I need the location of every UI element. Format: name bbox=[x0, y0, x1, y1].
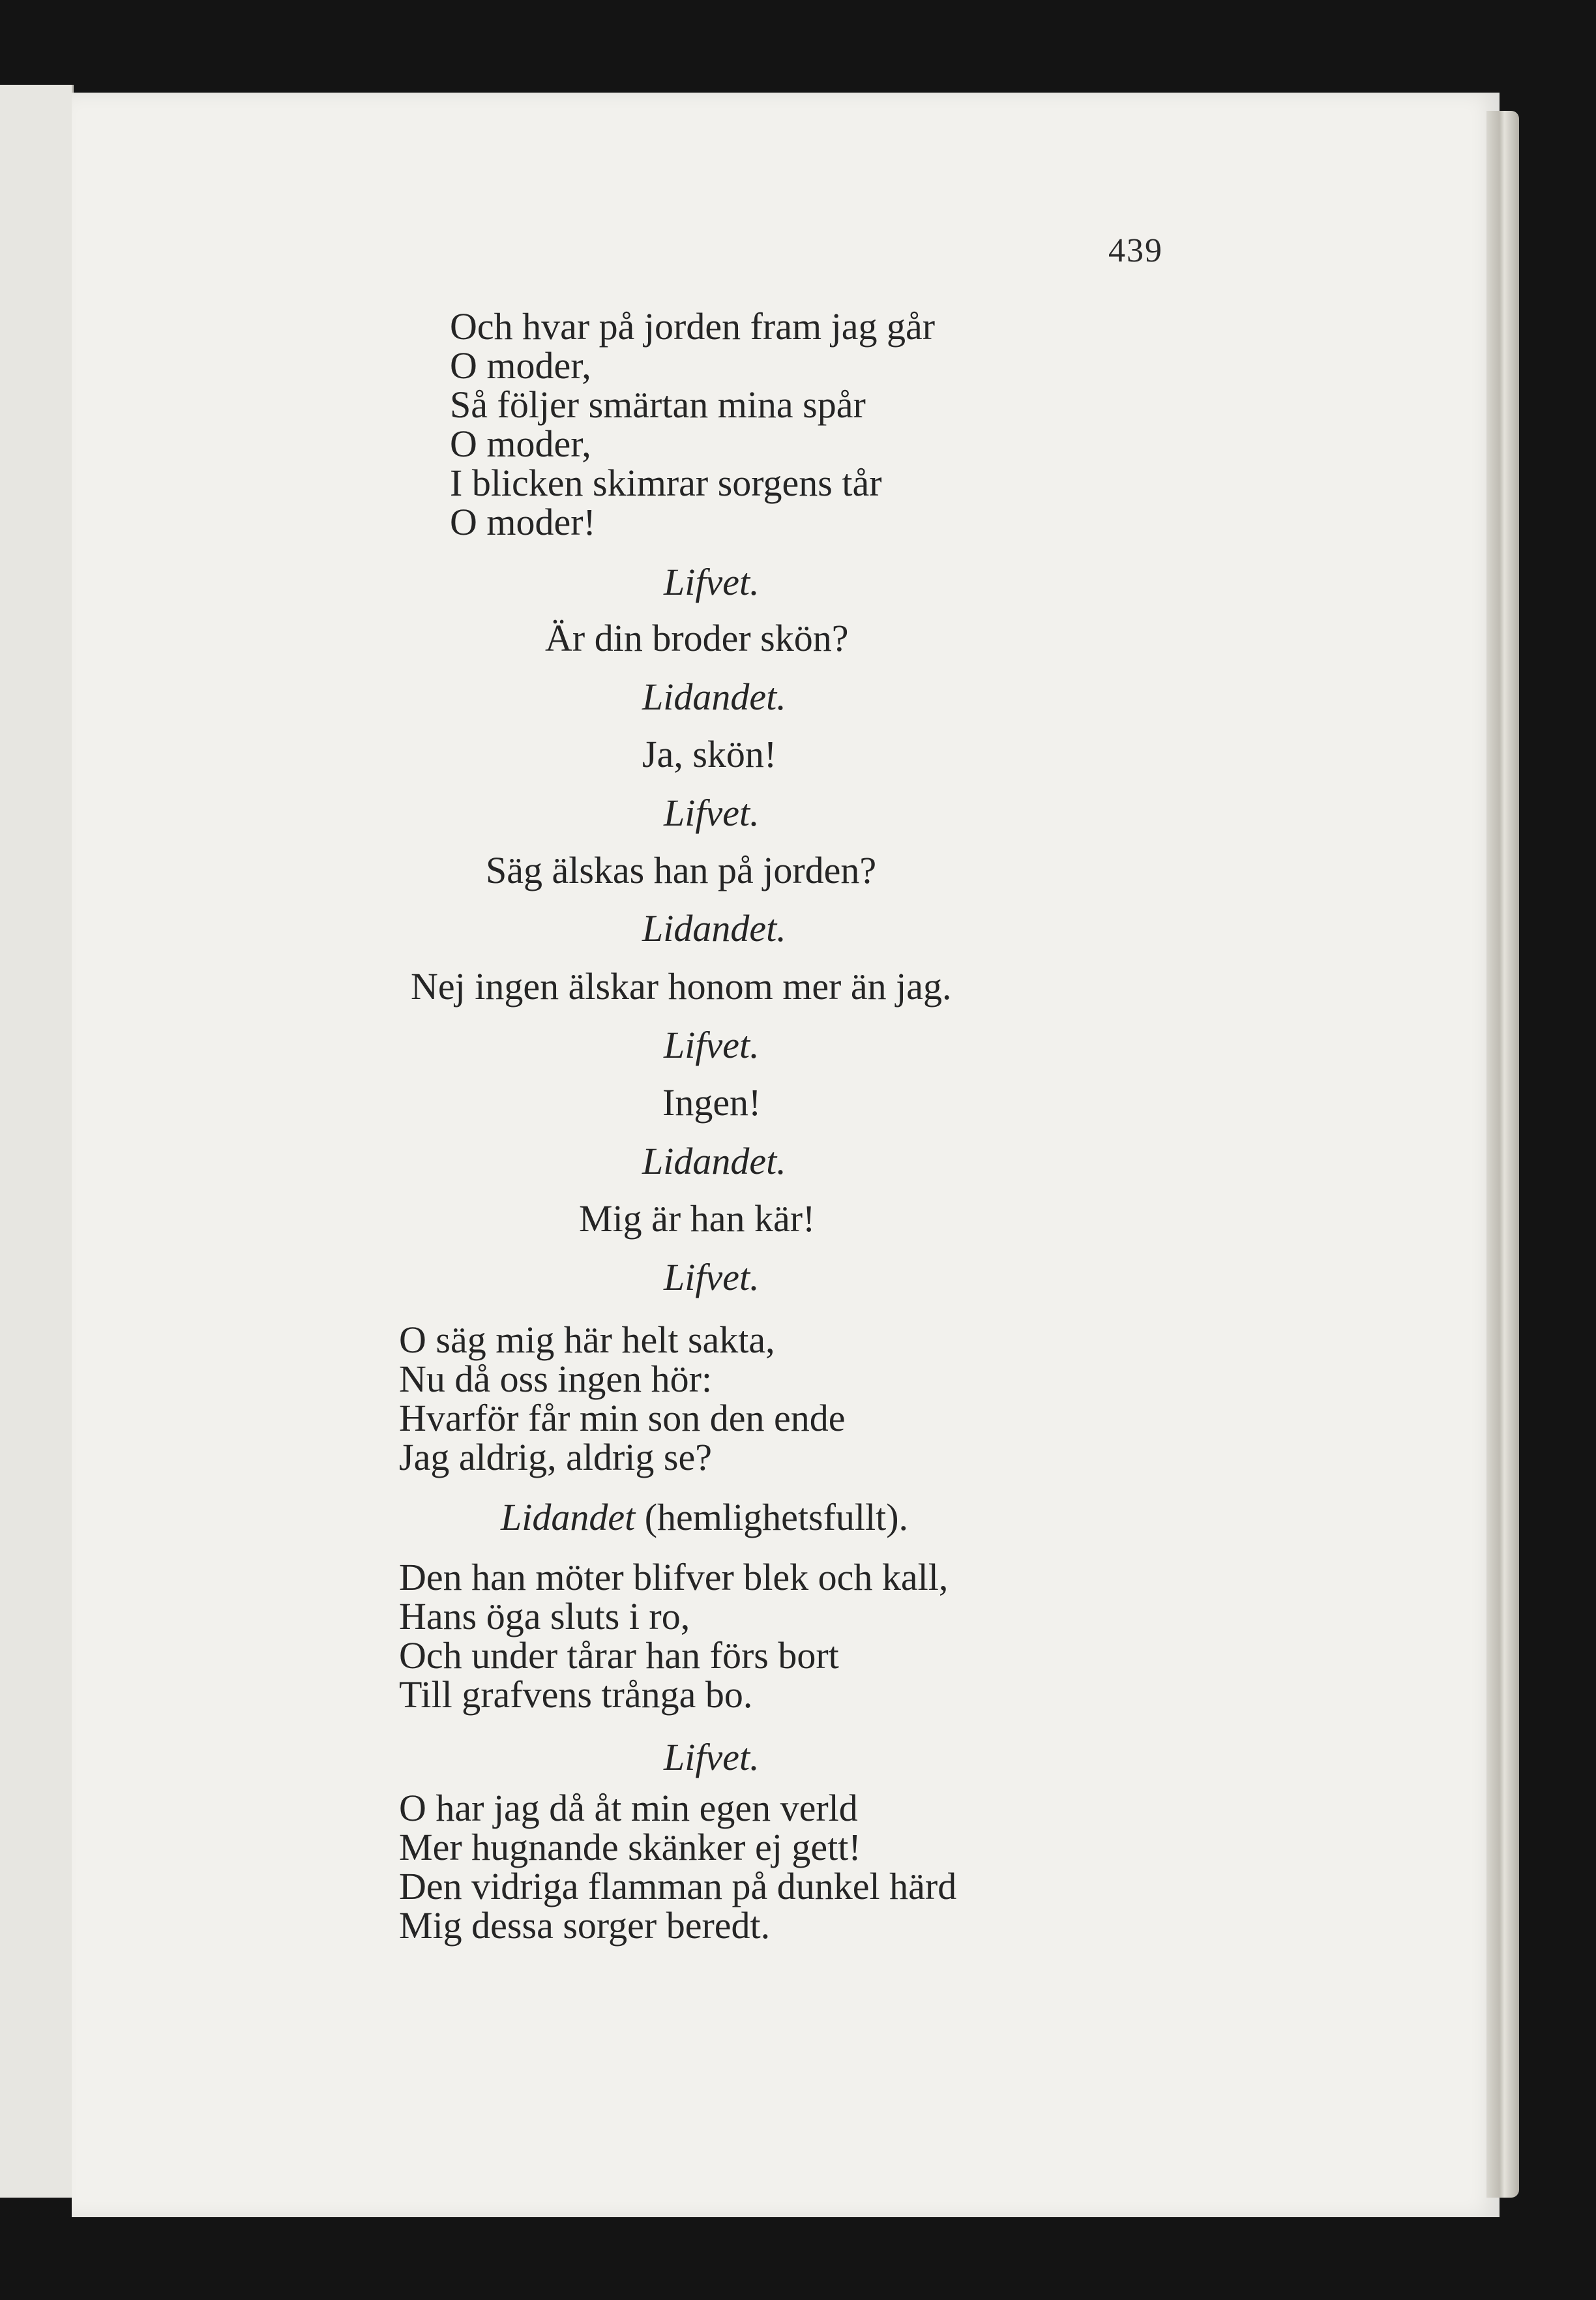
verse-line: Den han möter blifver blek och kall, bbox=[399, 1556, 949, 1598]
facing-page-edge bbox=[0, 85, 74, 2198]
verse-line: Hans öga sluts i ro, bbox=[399, 1595, 690, 1637]
stage-direction: (hemlighetsfullt). bbox=[644, 1496, 909, 1538]
verse-line: Nu då oss ingen hör: bbox=[399, 1358, 713, 1400]
speaker-heading-with-direction bbox=[501, 1496, 909, 1538]
dialogue-line: Nej ingen älskar honom mer än jag. bbox=[411, 965, 952, 1008]
verse-line: Jag aldrig, aldrig se? bbox=[399, 1436, 712, 1478]
speaker-heading: Lifvet. bbox=[664, 1256, 760, 1298]
dialogue-line: Säg älskas han på jorden? bbox=[486, 849, 877, 891]
verse-line: O moder, bbox=[450, 344, 591, 387]
verse-line: O säg mig här helt sakta, bbox=[399, 1319, 775, 1361]
speaker-heading: Lifvet. bbox=[664, 1024, 760, 1066]
dialogue-line: Ja, skön! bbox=[642, 733, 777, 775]
page-number: 439 bbox=[1108, 232, 1163, 269]
verse-line: Och under tårar han förs bort bbox=[399, 1634, 839, 1677]
verse-line: O har jag då åt min egen verld bbox=[399, 1787, 858, 1829]
verse-line: Hvarför får min son den ende bbox=[399, 1397, 846, 1439]
verse-line: O moder, bbox=[450, 423, 591, 465]
verse-line: O moder! bbox=[450, 501, 596, 543]
verse-line: Mer hugnande skänker ej gett! bbox=[399, 1826, 861, 1868]
dialogue-line: Är din broder skön? bbox=[545, 617, 849, 659]
verse-line: I blicken skimrar sorgens tår bbox=[450, 462, 882, 504]
dialogue-line: Ingen! bbox=[662, 1081, 761, 1124]
speaker-heading: Lifvet. bbox=[664, 1736, 760, 1778]
verse-line: Och hvar på jorden fram jag går bbox=[450, 305, 936, 348]
speaker-heading: Lidandet. bbox=[642, 907, 786, 949]
verse-line: Den vidriga flamman på dunkel härd bbox=[399, 1865, 957, 1907]
speaker-name: Lidandet bbox=[501, 1496, 636, 1538]
speaker-heading: Lidandet. bbox=[642, 676, 786, 718]
speaker-heading: Lifvet. bbox=[664, 561, 760, 603]
verse-line: Så följer smärtan mina spår bbox=[450, 383, 866, 426]
speaker-heading: Lidandet. bbox=[642, 1140, 786, 1182]
verse-line: Mig dessa sorger beredt. bbox=[399, 1904, 771, 1947]
page-fore-edge bbox=[1486, 111, 1519, 2198]
verse-line: Till grafvens trånga bo. bbox=[399, 1673, 753, 1716]
speaker-heading: Lifvet. bbox=[664, 792, 760, 834]
dialogue-line: Mig är han kär! bbox=[579, 1197, 816, 1240]
